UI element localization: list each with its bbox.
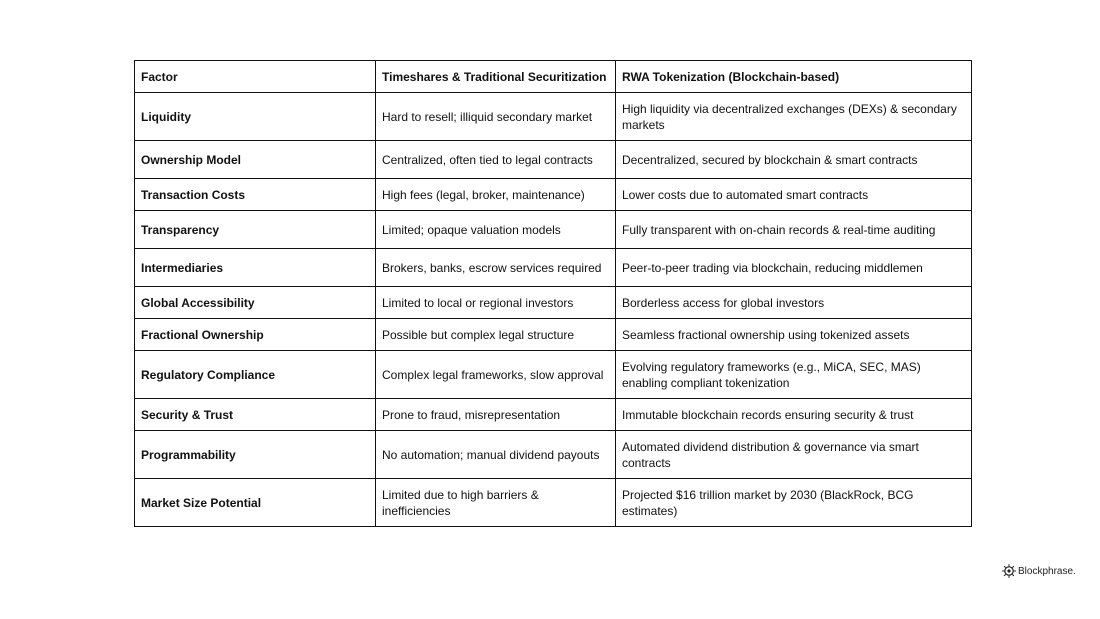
- traditional-cell: No automation; manual dividend payouts: [376, 431, 616, 479]
- brand-name: Blockphrase.: [1018, 565, 1076, 577]
- rwa-cell: Seamless fractional ownership using tokenized assets: [616, 319, 972, 351]
- factor-cell: Global Accessibility: [135, 287, 376, 319]
- comparison-table: [134, 60, 972, 527]
- rwa-cell: Decentralized, secured by blockchain & smart contracts: [616, 141, 972, 179]
- factor-cell: Transaction Costs: [135, 179, 376, 211]
- traditional-cell: Limited; opaque valuation models: [376, 211, 616, 249]
- factor-cell: Transparency: [135, 211, 376, 249]
- factor-cell: Intermediaries: [135, 249, 376, 287]
- traditional-cell: High fees (legal, broker, maintenance): [376, 179, 616, 211]
- rwa-cell: Projected $16 trillion market by 2030 (BlackRock, BCG estimates): [616, 479, 972, 527]
- table-row: [135, 319, 972, 351]
- table-row: [135, 249, 972, 287]
- traditional-cell: Complex legal frameworks, slow approval: [376, 351, 616, 399]
- table-row: [135, 431, 972, 479]
- rwa-cell: Automated dividend distribution & governance via smart contracts: [616, 431, 972, 479]
- header-traditional: Timeshares & Traditional Securitization: [376, 61, 616, 93]
- table-row: [135, 179, 972, 211]
- table-header-row: [135, 61, 972, 93]
- factor-cell: Security & Trust: [135, 399, 376, 431]
- factor-cell: Regulatory Compliance: [135, 351, 376, 399]
- blockphrase-logo-icon: [1002, 564, 1016, 578]
- traditional-cell: Hard to resell; illiquid secondary market: [376, 93, 616, 141]
- factor-cell: Liquidity: [135, 93, 376, 141]
- traditional-cell: Limited due to high barriers & inefficiencies: [376, 479, 616, 527]
- traditional-cell: Limited to local or regional investors: [376, 287, 616, 319]
- table-row: [135, 93, 972, 141]
- rwa-cell: Fully transparent with on-chain records & real-time auditing: [616, 211, 972, 249]
- brand-logo: [1002, 561, 1076, 581]
- rwa-cell: Immutable blockchain records ensuring security & trust: [616, 399, 972, 431]
- traditional-cell: Possible but complex legal structure: [376, 319, 616, 351]
- table-row: [135, 351, 972, 399]
- rwa-cell: Peer-to-peer trading via blockchain, reducing middlemen: [616, 249, 972, 287]
- rwa-cell: Borderless access for global investors: [616, 287, 972, 319]
- header-rwa: RWA Tokenization (Blockchain-based): [616, 61, 972, 93]
- table-row: [135, 141, 972, 179]
- factor-cell: Programmability: [135, 431, 376, 479]
- rwa-cell: High liquidity via decentralized exchanges (DEXs) & secondary markets: [616, 93, 972, 141]
- traditional-cell: Centralized, often tied to legal contracts: [376, 141, 616, 179]
- table-row: [135, 211, 972, 249]
- factor-cell: Market Size Potential: [135, 479, 376, 527]
- traditional-cell: Brokers, banks, escrow services required: [376, 249, 616, 287]
- factor-cell: Fractional Ownership: [135, 319, 376, 351]
- rwa-cell: Evolving regulatory frameworks (e.g., MiCA, SEC, MAS) enabling compliant tokenization: [616, 351, 972, 399]
- factor-cell: Ownership Model: [135, 141, 376, 179]
- traditional-cell: Prone to fraud, misrepresentation: [376, 399, 616, 431]
- table-row: [135, 399, 972, 431]
- rwa-cell: Lower costs due to automated smart contracts: [616, 179, 972, 211]
- table-row: [135, 479, 972, 527]
- table-row: [135, 287, 972, 319]
- header-factor: Factor: [135, 61, 376, 93]
